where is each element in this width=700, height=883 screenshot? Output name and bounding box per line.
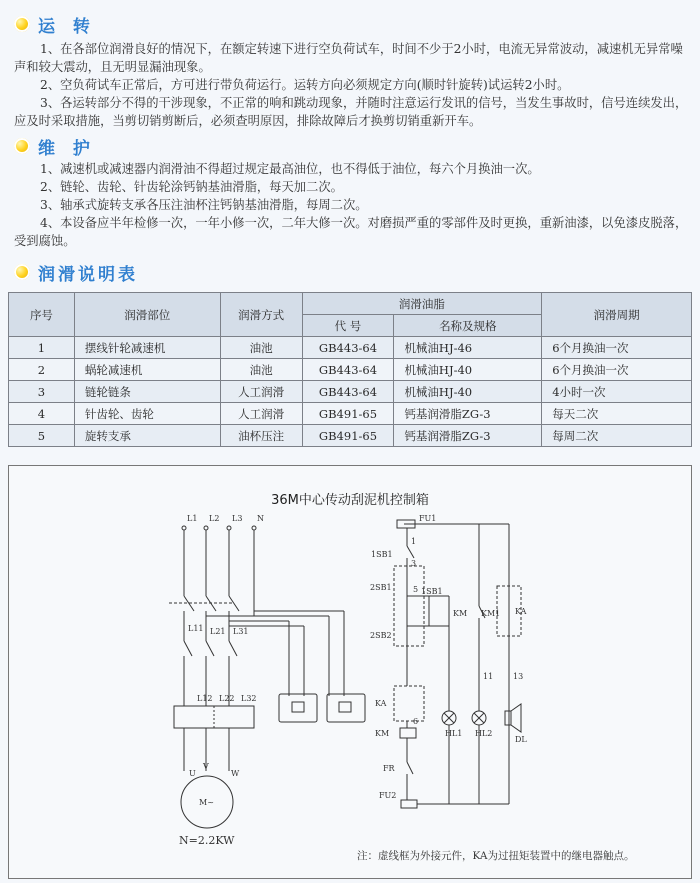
maintenance-para-4: 4、本设备应半年检修一次，一年小修一次，二年大修一次。对磨损严重的零部件及时更换，重新油漆，以免漆皮脱落，受到腐蚀。 (14, 216, 688, 248)
header-name-spec: 名称及规格 (394, 315, 542, 337)
operation-para-3: 3、各运转部分不得的干涉现象，不正常的响和跳动现象，并随时注意运行发讯的信号，当发生事故时，信号连续发出，应及时采取措施，当剪切销剪断后，必须查明原因，排除故障后才换剪切销重新开车。 (14, 96, 688, 128)
section-maintenance-heading (8, 134, 96, 158)
table-row (9, 359, 692, 381)
header-code: 代 号 (302, 315, 394, 337)
table-cell: 链轮链条 (74, 381, 220, 403)
label-n6: 6 (413, 717, 419, 726)
label-DL: DL (515, 735, 527, 744)
bullet-circle-icon (14, 138, 30, 154)
control-box-diagram (8, 465, 692, 879)
operation-para-2: 2、空负荷试车正常后，方可进行带负荷运行。运转方向必须规定方向(顺时针旋转)试运转2小时。 (40, 78, 570, 92)
maintenance-para-2: 2、链轮、齿轮、针齿轮涂钙钠基油滑脂，每天加二次。 (40, 180, 343, 194)
main-switch (169, 596, 239, 626)
table-cell: 4 (9, 403, 75, 425)
table-cell: 针齿轮、齿轮 (74, 403, 220, 425)
table-cell: GB443-64 (302, 381, 394, 403)
label-N: N (257, 514, 264, 523)
section-title: 运 转 (38, 16, 96, 37)
maintenance-para-3: 3、轴承式旋转支承各压注油杯注钙钠基油滑脂，每周二次。 (40, 198, 368, 212)
label-KM-coil: KM (375, 729, 390, 738)
section-operation-heading (8, 12, 96, 36)
label-U: U (189, 769, 196, 778)
label-KA-coil: KA (375, 699, 387, 708)
table-cell: 人工润滑 (220, 403, 302, 425)
label-KA: KA (515, 607, 527, 616)
table-row (9, 337, 692, 359)
header-grease: 润滑油脂 (302, 293, 542, 315)
header-no: 序号 (9, 293, 75, 337)
lubrication-table (8, 292, 692, 447)
label-KM1: KM1 (481, 609, 501, 618)
label-L31: L31 (233, 627, 249, 636)
label-L12: L12 (197, 694, 213, 703)
table-cell: 机械油HJ-46 (394, 337, 542, 359)
table-row (9, 381, 692, 403)
table-cell: 4小时一次 (542, 381, 692, 403)
label-n5: 5 (413, 585, 419, 594)
section-title: 润滑说明表 (38, 264, 138, 285)
label-SB1a: 1SB1 (371, 550, 393, 559)
diagram-note: 注：虚线框为外接元件，KA为过扭矩装置中的继电器触点。 (357, 850, 635, 862)
table-cell: 人工润滑 (220, 381, 302, 403)
section-title: 维 护 (38, 138, 96, 159)
motor-power: N=2.2KW (179, 834, 235, 847)
table-cell: 机械油HJ-40 (394, 359, 542, 381)
label-L2: L2 (209, 514, 220, 523)
table-cell: 摆线针轮减速机 (74, 337, 220, 359)
circuit-schematic (9, 466, 691, 878)
label-n1: 1 (411, 537, 417, 546)
table-cell: GB443-64 (302, 359, 394, 381)
table-cell: 6个月换油一次 (542, 337, 692, 359)
label-HL1: HL1 (445, 729, 463, 738)
table-cell: 每周二次 (542, 425, 692, 447)
thermal-relay (174, 706, 254, 778)
label-KM: KM (453, 609, 468, 618)
table-row (9, 403, 692, 425)
label-L21: L21 (210, 627, 226, 636)
table-cell: 旋转支承 (74, 425, 220, 447)
table-cell: 油池 (220, 359, 302, 381)
label-FU2: FU2 (379, 791, 397, 800)
label-W: W (231, 769, 240, 778)
table-cell: 每天二次 (542, 403, 692, 425)
contactor-main (184, 624, 257, 706)
table-cell: 6个月换油一次 (542, 359, 692, 381)
table-cell: GB491-65 (302, 425, 394, 447)
table-cell: 3 (9, 381, 75, 403)
table-cell: 钙基润滑脂ZG-3 (394, 403, 542, 425)
motor (181, 776, 233, 828)
power-lines (182, 514, 264, 616)
diagram-title: 36M中心传动刮泥机控制箱 (271, 493, 429, 508)
label-L3: L3 (232, 514, 243, 523)
maintenance-para-1: 1、减速机或减速器内润滑油不得超过规定最高油位，也不得低于油位，每六个月换油一次。 (40, 162, 540, 176)
label-n3: 3 (411, 559, 417, 568)
label-FU1: FU1 (419, 514, 437, 523)
header-part: 润滑部位 (74, 293, 220, 337)
table-row (9, 425, 692, 447)
table-cell: GB491-65 (302, 403, 394, 425)
label-n11: 11 (483, 672, 494, 681)
bullet-circle-icon (14, 264, 30, 280)
section-lubrication-heading (8, 260, 138, 284)
table-cell: 机械油HJ-40 (394, 381, 542, 403)
header-period: 润滑周期 (542, 293, 692, 337)
table-cell: 1 (9, 337, 75, 359)
table-cell: 油池 (220, 337, 302, 359)
table-cell: GB443-64 (302, 337, 394, 359)
label-L11: L11 (188, 624, 204, 633)
label-FR: FR (383, 764, 395, 773)
label-L32: L32 (241, 694, 257, 703)
table-cell: 蜗轮减速机 (74, 359, 220, 381)
table-cell: 油杯压注 (220, 425, 302, 447)
operation-para-1: 1、在各部位润滑良好的情况下，在额定转速下进行空负荷试车，时间不少于2小时，电流无异常波动，减速机无异常噪声和较大震动，且无明显漏油现象。 (14, 42, 683, 74)
header-method: 润滑方式 (220, 293, 302, 337)
label-L1: L1 (187, 514, 198, 523)
label-n13: 13 (513, 672, 524, 681)
label-SB2b: 2SB2 (370, 631, 392, 640)
motor-symbol: M~ (199, 798, 214, 807)
label-L22: L22 (219, 694, 235, 703)
table-cell: 2 (9, 359, 75, 381)
bullet-circle-icon (14, 16, 30, 32)
socket-feed-lines (206, 611, 365, 722)
table-cell: 5 (9, 425, 75, 447)
label-V: V (203, 762, 209, 771)
label-SB2a: 2SB1 (370, 583, 392, 592)
control-circuit (370, 514, 527, 808)
label-SB1b: 1SB1 (421, 587, 443, 596)
label-HL2: HL2 (475, 729, 493, 738)
table-cell: 钙基润滑脂ZG-3 (394, 425, 542, 447)
